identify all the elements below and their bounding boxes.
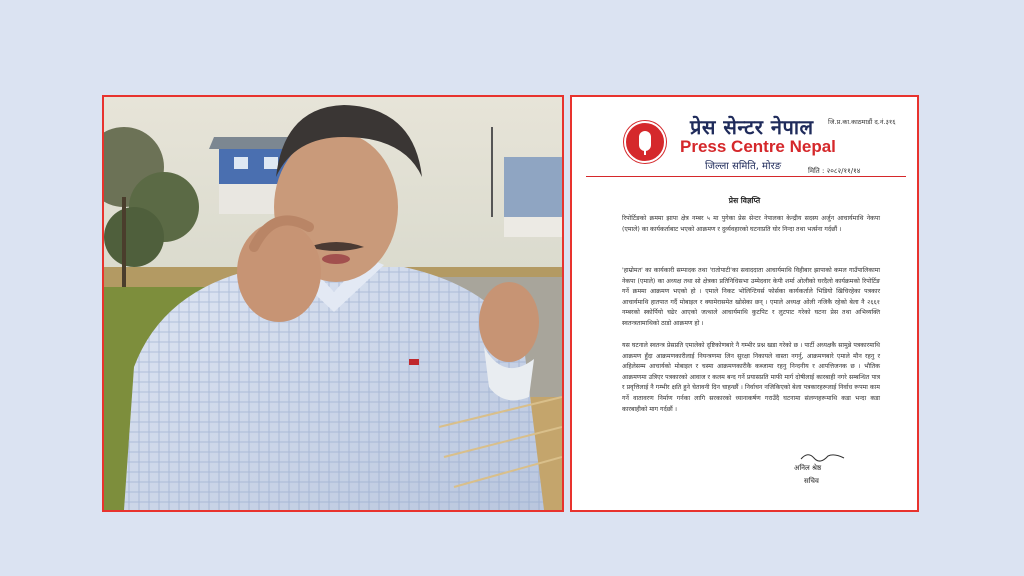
signature-mark — [798, 449, 848, 463]
paragraph-2: 'हाम्रोमत' का कार्यकारी सम्पादक तथा 'रातोपाटी'का सवाददाता आचार्यमाथि विहीबार झापाको कमल गाउँपालिकामा नेकपा (एमाले) का अध्यक्ष तथा सो क्षेत्रका प्रतिनिधिसभा उम्मेदवार केपी शर्मा ओलीको घरदैलो कार्यक्रमको रिपोर्टिङ गर्ने क्रममा आक्रमण भएको हो । एमाले निकट भोलिन्टियर्स फोर्सका कार्यकर्ताले भिडियो खिचिरहेका पत्रकार आचार्यमाथि हातपात गर्दै मोबाइल र क्यामेरासमेत खोसेका छन् । एमाले अध्यक्ष ओली नजिकै रहेको बेला नै २६६१ नम्बरको स्कोर्पियो चढेर आएको जत्थाले आचार्यमाथि कुटपिट र लुटपाट गरेको घटना प्रेस तथा अभिव्यक्ति स्वतन्त्रतामाथिको ठाडो आक्रमण हो । — [622, 267, 880, 327]
microphone-icon — [639, 131, 651, 151]
document-date: मिति : २०८२/११/१४ — [808, 167, 861, 175]
signatory-name: अनिल श्रेष्ठ — [794, 464, 822, 472]
signatory-role: सचिव — [804, 477, 819, 485]
org-name-english: Press Centre Nepal — [680, 137, 836, 156]
org-name-nepali: प्रेस सेन्टर नेपाल — [690, 115, 814, 139]
district-committee: जिल्ला समिति, मोरङ — [705, 161, 782, 172]
photo-illustration — [104, 97, 562, 510]
paragraph-1: रिपोर्टिङको क्रममा झापा क्षेत्र नम्बर ५ मा पुगेका प्रेस सेन्टर नेपालका केन्द्रीय सदस्य अर्जुन आचार्यमाथि नेकपा (एमाले) का कार्यकर्ताबाट भएको आक्रमण र दुर्व्यवहारको घटनाप्रति घोर निन्दा तथा भर्त्सना गर्दछौं । — [622, 215, 880, 233]
document-heading: प्रेस विज्ञप्ति — [728, 196, 761, 205]
registration-number: जि.प्र.का.काठमाडौं द.नं.३१६ — [828, 118, 896, 126]
paragraph-3: यस घटनाले स्वतन्त्र प्रेसप्रति एमालेको दृष्टिकोणबारे नै गम्भीर प्रश्न खडा गरेको छ । पार्टी अध्यक्षकै सामुन्ने पत्रकारमाथि आक्रमण हुँदा आक्रमणकारीलाई नियन्त्रणमा लिन सुरक्षा निकायले वास्ता नगर्नु, आक्रमणबारे एमाले मौन रहनु र अहिलेसम्म आचार्यको मोबाइल र चस्मा आक्रमणकारीकै कब्जामा रहनु निन्दनीय र आपत्तिजनक छ । भौतिक आक्रमणमा उत्रिएर पत्रकारको आवाज र कलम बन्द गर्ने प्रयासप्रति माफी मार्ग दोषीलाई कारबाही नगरे सम्बन्धित पात्र र प्रवृत्तिलाई नै गम्भीर क्षति हुने चेतावनी दिन चाहन्छौं । निर्वाचन नजिकिएको बेला पत्रकारहरूलाई निर्वाध रूपमा काम गर्ने वातावरण निर्माण गर्नका लागि सरकारको ध्यानाकर्षण गराउँदै घटनामा संलग्नहरूमाथि कडा भन्दा कडा कारबाहीको माग गर्दछौं । — [622, 342, 880, 413]
header-divider — [586, 176, 906, 177]
press-release-document — [570, 95, 919, 512]
news-photo — [102, 95, 564, 512]
press-centre-logo — [624, 121, 666, 163]
